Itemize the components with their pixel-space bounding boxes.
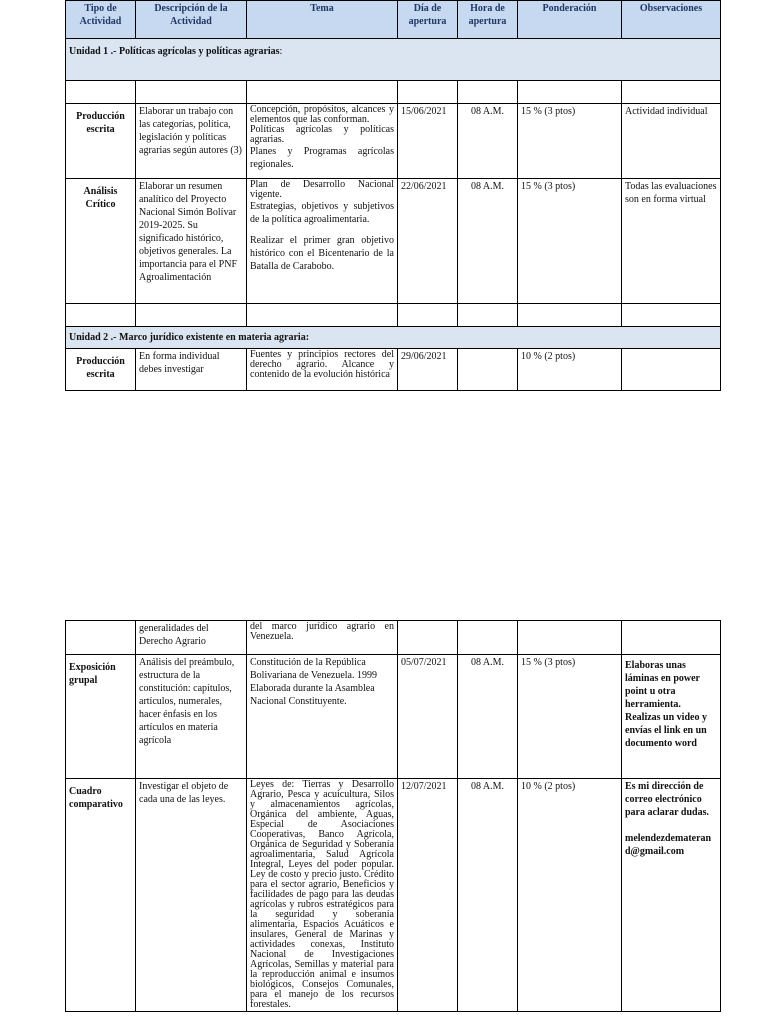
row5-ponderacion: 10 % (2 ptos) <box>518 779 622 1012</box>
unit-1-row <box>66 39 721 81</box>
row4-dia: 05/07/2021 <box>398 655 458 779</box>
row1-tipo: Producción escrita <box>66 104 136 179</box>
row3-dia: 29/06/2021 <box>398 349 458 391</box>
row4-observaciones: Elaboras unas láminas en power point u otra herramienta. Realizas un video y envías el link en un documento word <box>622 655 721 779</box>
row2-tipo: Análisis Crítico <box>66 179 136 304</box>
blank-row <box>66 304 721 327</box>
row3-tipo: Producción escrita <box>66 349 136 391</box>
row1-hora: 08 A.M. <box>458 104 518 179</box>
row5-observaciones: Es mi dirección de correo electrónico para aclarar dudas. melendezdemateran d@gmail.com <box>622 779 721 1012</box>
activities-table-top <box>65 0 721 391</box>
table-row <box>66 621 721 655</box>
row4-descripcion: Análisis del preámbulo, estructura de la constitución: capítulos, artículos, numerales, hacer énfasis en los artículos en materia agrícola <box>136 655 247 779</box>
header-dia: Día de apertura <box>398 1 458 39</box>
row2-descripcion: Elaborar un resumen analítico del Proyecto Nacional Simón Bolívar 2019-2025. Su significado histórico, objetivos generales. La importancia para el PNF Agroalimentación <box>136 179 247 304</box>
row3-tema-cont: del marco jurídico agrario en Venezuela. <box>247 621 398 655</box>
table-row <box>66 655 721 779</box>
header-ponderacion: Ponderación <box>518 1 622 39</box>
row3-descripcion: En forma individual debes investigar <box>136 349 247 391</box>
contact-email: melendezdemateran d@gmail.com <box>625 833 712 857</box>
row1-dia: 15/06/2021 <box>398 104 458 179</box>
row4-tema: Constitución de la República Bolivariana de Venezuela. 1999 Elaborada durante la Asamblea Nacional Constituyente. <box>247 655 398 779</box>
row5-descripcion: Investigar el objeto de cada una de las leyes. <box>136 779 247 1012</box>
row5-dia: 12/07/2021 <box>398 779 458 1012</box>
row1-descripcion: Elaborar un trabajo con las categorías, política, legislación y políticas agrarias según autores (3) <box>136 104 247 179</box>
row3-hora <box>458 349 518 391</box>
row1-observaciones: Actividad individual <box>622 104 721 179</box>
table-row <box>66 349 721 391</box>
header-descripcion: Descripción de la Actividad <box>136 1 247 39</box>
unit-1-title: Unidad 1 .- Políticas agrícolas y políticas agrarias: <box>66 39 721 81</box>
header-tema: Tema <box>247 1 398 39</box>
row5-hora: 08 A.M. <box>458 779 518 1012</box>
row3-descripcion-cont: generalidades del Derecho Agrario <box>136 621 247 655</box>
row3-tema: Fuentes y principios rectores del derecho agrario. Alcance y contenido de la evolución histórica <box>247 349 398 391</box>
row2-ponderacion: 15 % (3 ptos) <box>518 179 622 304</box>
header-observaciones: Observaciones <box>622 1 721 39</box>
table-row <box>66 779 721 1012</box>
unit-2-row <box>66 327 721 349</box>
row3-observaciones <box>622 349 721 391</box>
row1-ponderacion: 15 % (3 ptos) <box>518 104 622 179</box>
row5-tipo: Cuadro comparativo <box>66 779 136 1012</box>
activities-table-bottom <box>65 620 721 1012</box>
row4-hora: 08 A.M. <box>458 655 518 779</box>
header-hora: Hora de apertura <box>458 1 518 39</box>
row2-dia: 22/06/2021 <box>398 179 458 304</box>
table-header-row <box>66 1 721 39</box>
blank-row <box>66 81 721 104</box>
table-row <box>66 179 721 304</box>
unit-2-title: Unidad 2 .- Marco jurídico existente en materia agraria: <box>66 327 721 349</box>
row2-observaciones: Todas las evaluaciones son en forma virtual <box>622 179 721 304</box>
row4-ponderacion: 15 % (3 ptos) <box>518 655 622 779</box>
header-tipo: Tipo de Actividad <box>66 1 136 39</box>
row1-tema: Concepción, propósitos, alcances y elementos que las conforman. Políticas agrícolas y políticas agrarias. Planes y Programas agrícolas regionales. <box>247 104 398 179</box>
row3-ponderacion: 10 % (2 ptos) <box>518 349 622 391</box>
row5-tema: Leyes de: Tierras y Desarrollo Agrario, Pesca y acuicultura, Silos y almacenamientos agrícolas, Orgánica del ambiente, Aguas, Especial de Asociaciones Cooperativas, Banco Agrícola, Orgánica de Seguridad y Soberanía agroalimentaria, Salud Agrícola Integral, Leyes del poder popular. Ley de costo y precio justo. Crédito para el sector agrario, Beneficios y facilidades de pago para las deudas agrícolas y rubros estratégicos para la seguridad y soberanía alimentaria, Espacios Acuáticos e insulares, General de Marinas y actividades conexas, Instituto Nacional de Investigaciones Agrícolas, Semillas y material para la reproducción animal e insumos biológicos, Consejos Comunales, para el manejo de los recursos forestales. <box>247 779 398 1012</box>
table-row <box>66 104 721 179</box>
row2-tema: Plan de Desarrollo Nacional vigente. Estrategias, objetivos y subjetivos de la política agroalimentaria. Realizar el primer gran objetivo histórico con el Bicentenario de la Batalla de Carabobo. <box>247 179 398 304</box>
row4-tipo: Exposición grupal <box>66 655 136 779</box>
row2-hora: 08 A.M. <box>458 179 518 304</box>
